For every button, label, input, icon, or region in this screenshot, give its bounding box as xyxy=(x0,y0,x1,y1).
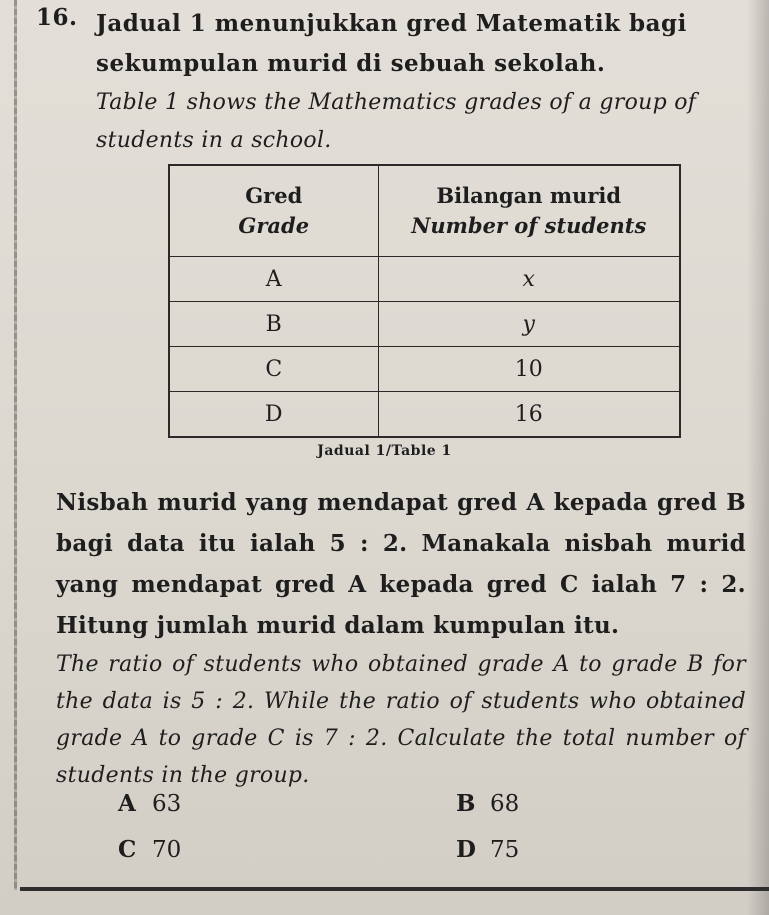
option-label: C xyxy=(118,836,137,863)
table-row xyxy=(169,392,680,438)
table-row xyxy=(169,302,680,347)
question-number: 16. xyxy=(36,4,78,31)
question-text-english: Table 1 shows the Mathematics grades of a group of students in a school. xyxy=(96,90,697,153)
grade-cell: A xyxy=(169,257,378,302)
grade-cell: C xyxy=(169,347,378,392)
option-b[interactable] xyxy=(456,790,519,817)
count-cell: 10 xyxy=(378,347,680,392)
option-value: 68 xyxy=(490,791,520,817)
table-row xyxy=(169,347,680,392)
option-label: A xyxy=(118,790,136,817)
grades-table xyxy=(168,164,681,438)
option-label: D xyxy=(456,836,476,863)
option-d[interactable] xyxy=(456,836,519,863)
question-text-malay: Jadual 1 menunjukkan gred Matematik bagi sekumpulan murid di sebuah sekolah. xyxy=(96,10,687,77)
table-caption: Jadual 1/Table 1 xyxy=(317,443,452,459)
option-value: 70 xyxy=(152,837,182,863)
header-grade-ms: Gred xyxy=(245,183,303,208)
grade-cell: D xyxy=(169,392,378,438)
header-students xyxy=(378,165,680,257)
option-c[interactable] xyxy=(118,836,181,863)
problem-text-malay: Nisbah murid yang mendapat gred A kepada gred B bagi data itu ialah 5 : 2. Manakala nisbah murid yang mendapat gred A kepada gred C ialah 7 : 2. Hitung jumlah murid dalam kumpulan itu. xyxy=(56,489,746,639)
count-cell: x xyxy=(378,257,680,302)
count-cell: y xyxy=(378,302,680,347)
problem-text-english: The ratio of students who obtained grade A to grade B for the data is 5 : 2. While the ratio of students who obtained grade A to grade C is 7 : 2. Calculate the total number of students in the group. xyxy=(56,652,746,788)
header-grade xyxy=(169,165,378,257)
bottom-divider xyxy=(20,887,769,891)
count-cell: 16 xyxy=(378,392,680,438)
table-row xyxy=(169,257,680,302)
option-value: 75 xyxy=(490,837,520,863)
header-students-en: Number of students xyxy=(411,213,647,238)
table-header-row xyxy=(169,165,680,257)
option-value: 63 xyxy=(152,791,182,817)
option-label: B xyxy=(456,790,476,817)
header-grade-en: Grade xyxy=(238,213,310,238)
grade-cell: B xyxy=(169,302,378,347)
option-a[interactable] xyxy=(118,790,181,817)
header-students-ms: Bilangan murid xyxy=(436,183,622,208)
